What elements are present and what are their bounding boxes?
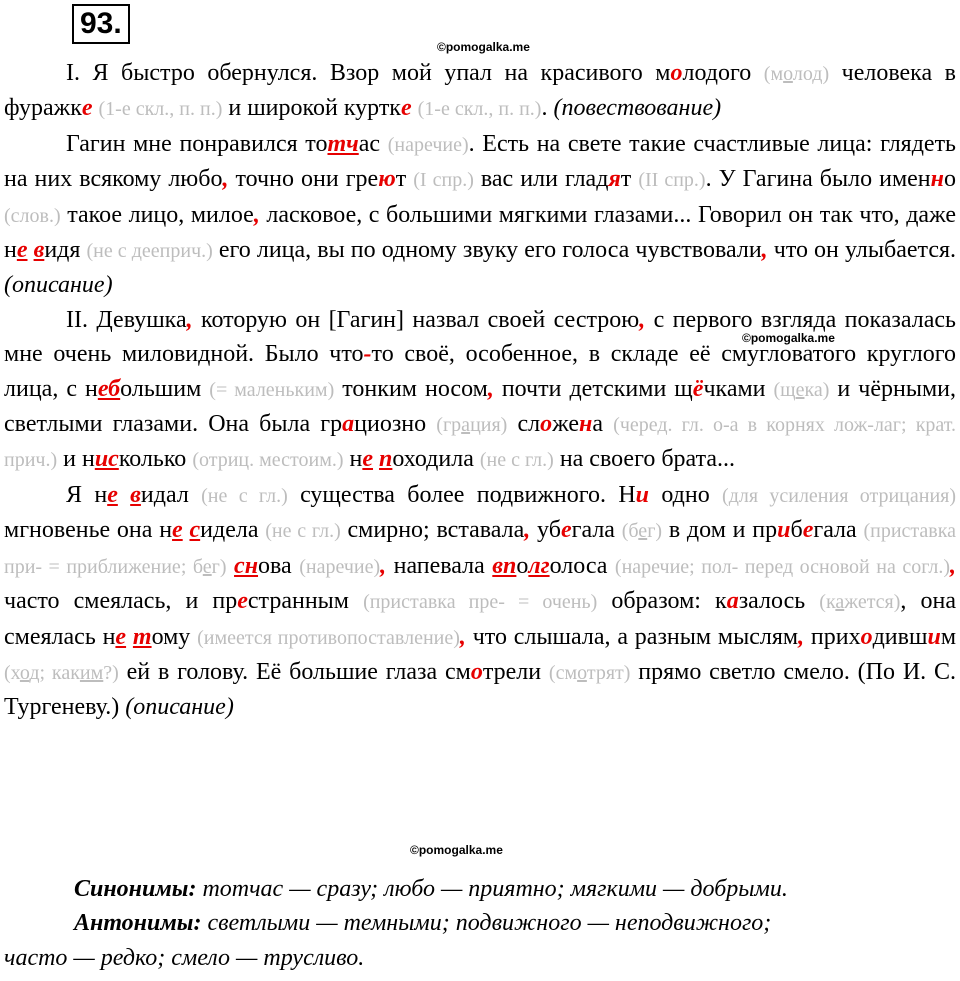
antonyms-line bbox=[4, 906, 956, 940]
antonyms-text-2: часто — редко; смело — трусливо. bbox=[4, 944, 365, 971]
antonyms-text: светлыми — темными; подвижного — неподвижного; bbox=[207, 910, 772, 937]
synonyms-text: тотчас — сразу; любо — приятно; мягкими — добрыми. bbox=[202, 876, 788, 902]
paragraph: II. Девушка, которую он [Гагин] назвал своей сестрою, с первого взгляда показалась мне очень миловидной. Было что-то своё, особенное, в складе её смугловатого круглого лица, с небольшим (= маленьким) тонким носом, почти детскими щёчками (щека) и чёрными, светлыми глазами. Она была грациозно (грация) сложена (черед. гл. о-а в корнях лож-лаг; крат. прич.) и нисколько (отриц. местоим.) не походила (не с гл.) на своего брата... bbox=[4, 306, 957, 473]
watermark: ©pomogalka.me bbox=[410, 843, 503, 857]
synonyms-label: Синонимы: bbox=[74, 876, 197, 902]
watermark: ©pomogalka.me bbox=[742, 331, 835, 345]
watermark: ©pomogalka.me bbox=[437, 40, 530, 54]
paragraph: I. Я быстро обернулся. Взор мой упал на красивого молодого (молод) человека в фуражке (1-е скл., п. п.) и широкой куртке (1-е скл., п. п.). (повествование) bbox=[4, 60, 956, 122]
antonyms-line-2 bbox=[4, 941, 956, 975]
exercise-text bbox=[4, 56, 956, 725]
synonyms-line bbox=[4, 872, 956, 906]
antonyms-label: Антонимы: bbox=[74, 910, 202, 937]
synonyms-antonyms bbox=[4, 872, 956, 975]
paragraph: Я не видал (не с гл.) существа более подвижного. Ни одно (для усиления отрицания) мгновенье она не сидела (не с гл.) смирно; вставала, убегала (бег) в дом и прибегала (приставка при- = приближение; бег) снова (наречие), напевала вполголоса (наречие; пол- перед основой на согл.), часто смеялась, и престранным (приставка пре- = очень) образом: казалось (кажется), она смеялась не тому (имеется противопоставление), что слышала, а разным мыслям, приходившим (ход; каким?) ей в голову. Её большие глаза смотрели (смотрят) прямо светло смело. (По И. С. Тургеневу.) (описание) bbox=[4, 481, 957, 721]
exercise-number: 93. bbox=[72, 4, 130, 44]
paragraph: Гагин мне понравился тотчас (наречие). Есть на свете такие счастливые лица: глядеть на них всякому любо, точно они греют (I спр.) вас или гладят (II спр.). У Гагина было именно (слов.) такое лицо, милое, ласковое, с большими мягкими глазами... Говорил он так что, даже не видя (не с дееприч.) его лица, вы по одному звуку его голоса чувствовали, что он улыбается. (описание) bbox=[4, 130, 957, 299]
